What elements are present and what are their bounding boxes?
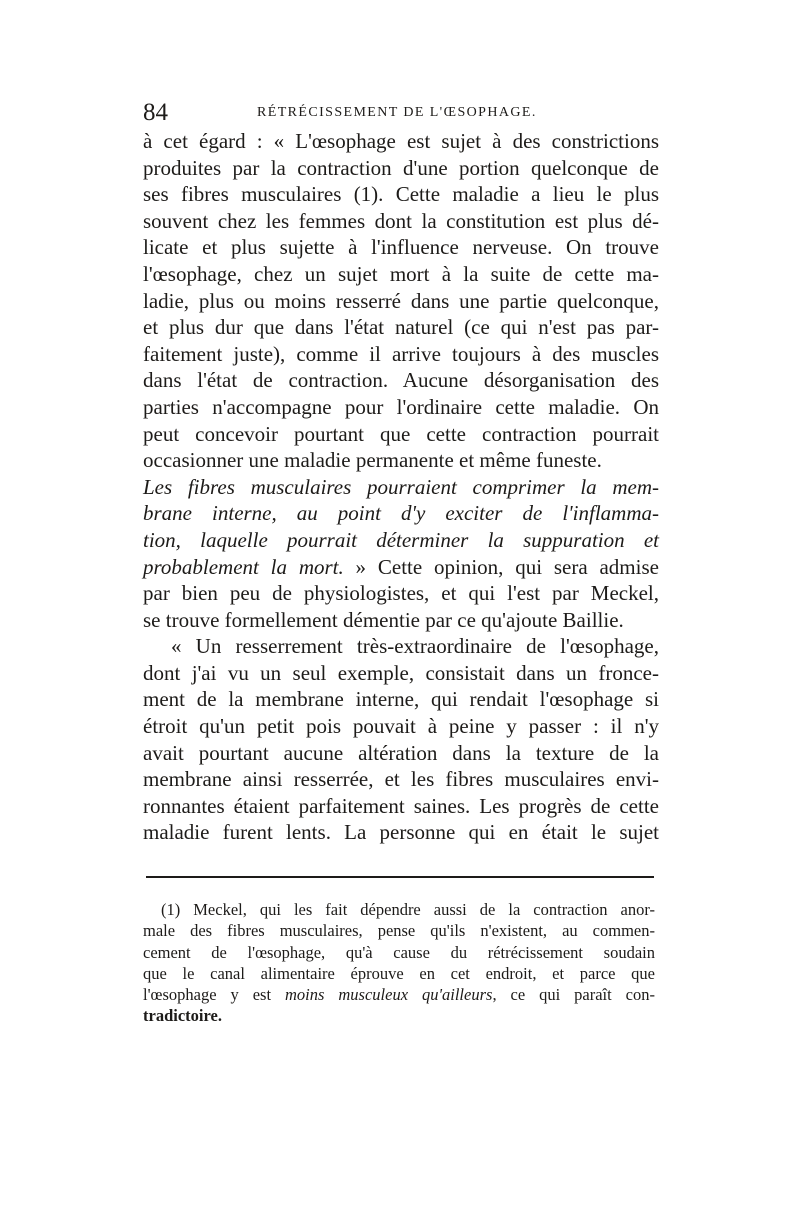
text-line: dans l'état de contraction. Aucune désorganisation des [143, 368, 659, 393]
footnote-line: (1) Meckel, qui les fait dépendre aussi de la contraction anor- [161, 900, 655, 919]
footnote-line [143, 984, 655, 1005]
text-line: produites par la contraction d'une portion quelconque de [143, 155, 659, 180]
footnote-italic-segment: moins musculeux qu'ailleurs [285, 985, 493, 1005]
text-line: ment de la membrane interne, qui rendait l'œsophage si [143, 687, 659, 712]
text-line: souvent chez les femmes dont la constitution est plus dé- [143, 208, 659, 233]
running-head: RÉTRÉCISSEMENT DE L'ŒSOPHAGE. [257, 105, 537, 120]
roman-segment: » Cette opinion, qui sera admise [343, 554, 659, 579]
text-line: ses fibres musculaires (1). Cette maladie a lieu le plus [143, 182, 659, 207]
text-line: par bien peu de physiologistes, et qui l'est par Meckel, [143, 581, 659, 606]
footnote-line: male des fibres musculaires, pense qu'ils n'existent, au commen- [143, 921, 655, 941]
text-line: ladie, plus ou moins resserré dans une partie quelconque, [143, 288, 659, 313]
body-text [143, 128, 659, 846]
footnote-separator-rule [146, 876, 654, 878]
text-line: maladie furent lents. La personne qui en était le sujet [143, 820, 659, 845]
text-line: membrane ainsi resserrée, et les fibres musculaires envi- [143, 767, 659, 792]
page-header [143, 98, 663, 128]
footnote [143, 899, 655, 1027]
text-line: et plus dur que dans l'état naturel (ce qui n'est pas par- [143, 315, 659, 340]
footnote-line: tradictoire. [143, 1006, 222, 1026]
text-line: l'œsophage, chez un sujet mort à la suite de cette ma- [143, 261, 659, 286]
text-line: « Un resserrement très-extraordinaire de l'œsophage, [171, 634, 659, 659]
text-line: se trouve formellement démentie par ce qu'ajoute Baillie. [143, 607, 624, 632]
footnote-line: que le canal alimentaire éprouve en cet endroit, et parce que [143, 963, 655, 983]
italic-text-line: Les fibres musculaires pourraient comprimer la mem- [143, 474, 659, 499]
text-line: parties n'accompagne pour l'ordinaire cette maladie. On [143, 394, 659, 419]
italic-text-line: brane interne, au point d'y exciter de l'inflamma- [143, 501, 659, 526]
text-line: faitement juste), comme il arrive toujours à des muscles [143, 341, 659, 366]
text-line: étroit qu'un petit pois pouvait à peine y passer : il n'y [143, 714, 659, 739]
italic-text-line: tion, laquelle pourrait déterminer la suppuration et [143, 527, 659, 552]
text-line: occasionner une maladie permanente et même funeste. [143, 448, 602, 473]
text-line: licate et plus sujette à l'influence nerveuse. On trouve [143, 235, 659, 260]
text-line: dont j'ai vu un seul exemple, consistait dans un fronce- [143, 660, 659, 685]
page-number: 84 [143, 99, 168, 126]
footnote-segment: , ce qui paraît con- [492, 985, 656, 1005]
text-line [143, 554, 659, 581]
text-line: à cet égard : « L'œsophage est sujet à des constrictions [143, 129, 659, 153]
footnote-segment: l'œsophage y est [143, 985, 285, 1005]
footnote-line: cement de l'œsophage, qu'à cause du rétrécissement soudain [143, 942, 655, 962]
italic-segment: probablement la mort. [143, 554, 344, 579]
text-line: avait pourtant aucune altération dans la texture de la [143, 740, 659, 765]
text-line: ronnantes étaient parfaitement saines. Les progrès de cette [143, 793, 659, 818]
text-line: peut concevoir pourtant que cette contraction pourrait [143, 421, 659, 446]
